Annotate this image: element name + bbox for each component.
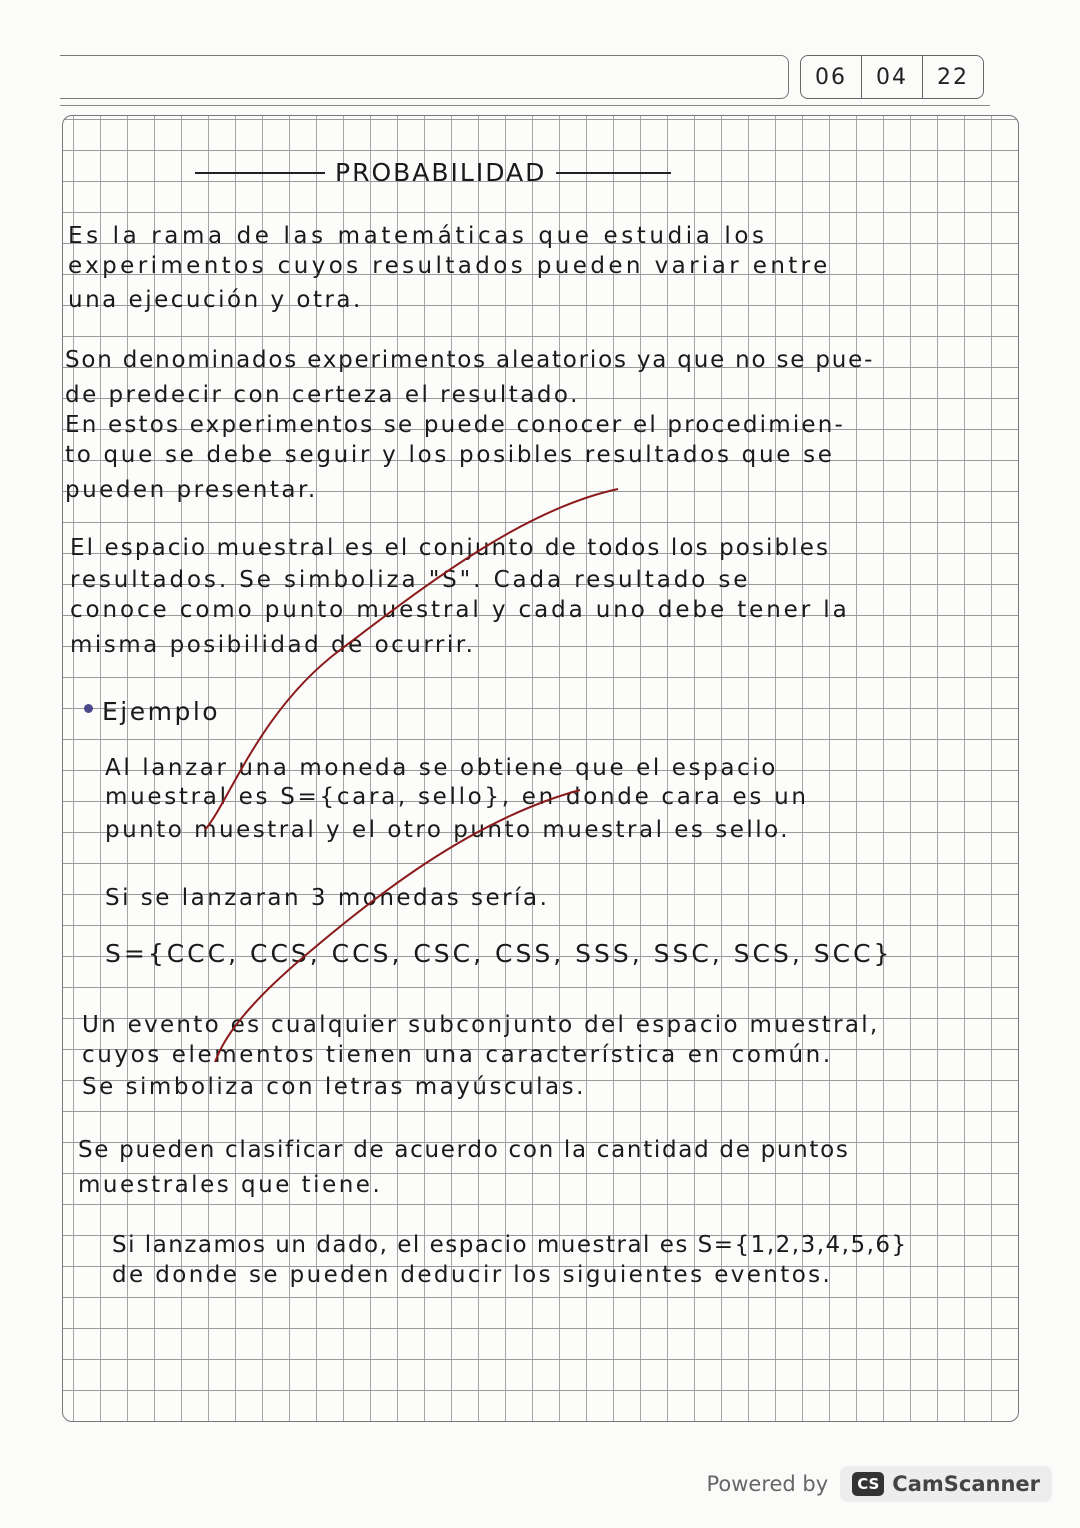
example-heading: Ejemplo — [102, 697, 221, 726]
text-line: En estos experimentos se puede conocer el procedimien- — [65, 412, 846, 438]
text-line: to que se debe seguir y los posibles resultados que se — [65, 442, 835, 468]
text-line: de predecir con certeza el resultado. — [65, 382, 580, 408]
text-line: muestrales que tiene. — [78, 1172, 383, 1198]
text-line: Se pueden clasificar de acuerdo con la cantidad de puntos — [78, 1137, 850, 1163]
sample-space-set: S={CCC, CCS, CCS, CSC, CSS, SSS, SSC, SCS, SCC} — [105, 939, 893, 968]
date-month: 04 — [862, 56, 923, 98]
date-day: 06 — [801, 56, 862, 98]
text-line: cuyos elementos tienen una característica en común. — [82, 1042, 833, 1068]
text-line: misma posibilidad de ocurrir. — [70, 632, 476, 658]
text-line: experimentos cuyos resultados pueden variar entre — [68, 253, 831, 279]
cs-logo-icon: CS — [852, 1472, 884, 1496]
powered-by-text: Powered by — [706, 1472, 829, 1496]
red-stroke-lower — [215, 790, 580, 1062]
text-line: resultados. Se simboliza "S". Cada resultado se — [70, 567, 751, 593]
text-line: Al lanzar una moneda se obtiene que el espacio — [105, 755, 778, 781]
text-line: punto muestral y el otro punto muestral es sello. — [105, 817, 791, 843]
title-text: PROBABILIDAD — [335, 158, 547, 187]
camscanner-footer — [706, 1466, 1052, 1502]
text-line: Si lanzamos un dado, el espacio muestral es S={1,2,3,4,5,6} — [112, 1232, 908, 1258]
text-line: una ejecución y otra. — [68, 287, 363, 313]
text-line: muestral es S={cara, sello}, en donde cara es un — [105, 784, 809, 810]
text-line: Se simboliza con letras mayúsculas. — [82, 1074, 586, 1100]
text-line: pueden presentar. — [65, 477, 318, 503]
text-line: de donde se pueden deducir los siguientes eventos. — [112, 1262, 833, 1288]
text-line: Son denominados experimentos aleatorios ya que no se pue- — [65, 347, 875, 373]
brand-name: CamScanner — [892, 1472, 1040, 1496]
text-line: conoce como punto muestral y cada uno debe tener la — [70, 597, 850, 623]
text-line: Un evento es cualquier subconjunto del espacio muestral, — [82, 1012, 880, 1038]
date-year: 22 — [937, 64, 969, 90]
text-line: Es la rama de las matemáticas que estudia los — [68, 223, 768, 249]
text-line: El espacio muestral es el conjunto de todos los posibles — [70, 535, 831, 561]
text-line: Si se lanzaran 3 monedas sería. — [105, 885, 550, 911]
camscanner-logo — [840, 1466, 1052, 1502]
red-stroke-upper — [205, 489, 618, 830]
